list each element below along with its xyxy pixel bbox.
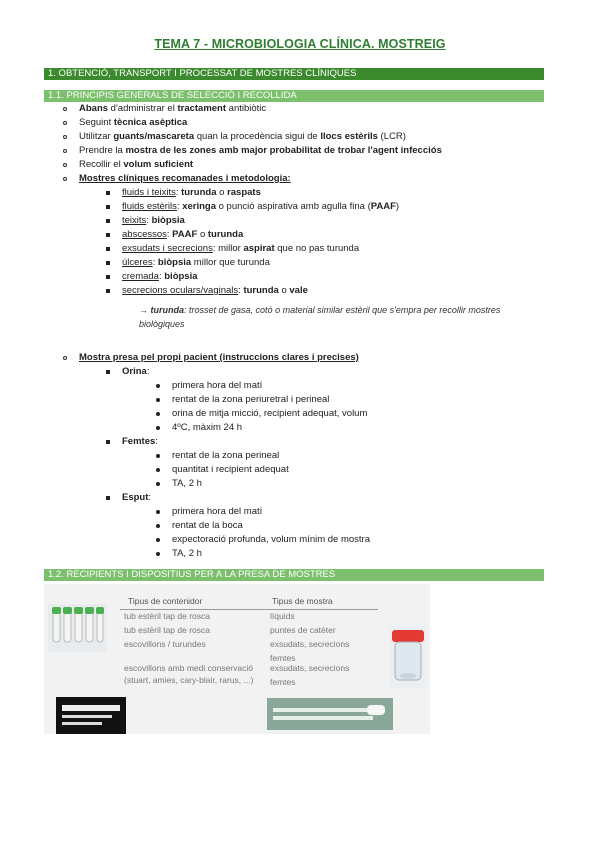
- table-cell: puntes de catèter: [270, 625, 336, 635]
- table-cell: escovillons / turundes: [124, 639, 206, 649]
- femtes-label: Femtes:: [122, 436, 158, 447]
- bullet-circle: [63, 163, 67, 167]
- bullet-circle: [63, 135, 67, 139]
- bullet-dot: [156, 398, 160, 402]
- bullet-square: [106, 370, 110, 374]
- bullet-dot: [156, 538, 160, 542]
- orina-instruction: rentat de la zona periuretral i perineal: [172, 394, 330, 405]
- bullet-square: [106, 289, 110, 293]
- principle-4: Prendre la mostra de les zones amb major probabilitat de trobar l'agent infecciós: [79, 145, 442, 156]
- bullet-circle: [63, 177, 67, 181]
- sample-method-item: fluids i teixits: turunda o raspats: [122, 187, 261, 198]
- table-header-container: Tipus de contenidor: [128, 596, 203, 606]
- bullet-dot: [156, 468, 160, 472]
- table-header-sample: Tipus de mostra: [272, 596, 333, 606]
- bullet-dot: [156, 384, 160, 388]
- bullet-circle: [63, 356, 67, 360]
- table-cell: femtes: [270, 677, 296, 687]
- table-cell: femtes: [270, 653, 296, 663]
- table-cell: exsudats, secrecions: [270, 639, 350, 649]
- bullet-dot: [156, 454, 160, 458]
- bullet-dot: [156, 412, 160, 416]
- bullet-circle: [63, 149, 67, 153]
- orina-instruction: orina de mitja micció, recipient adequat, volum: [172, 408, 368, 419]
- bullet-square: [106, 247, 110, 251]
- femtes-instruction: TA, 2 h: [172, 478, 202, 489]
- sample-method-item: abscessos: PAAF o turunda: [122, 229, 244, 240]
- swabs-image: [56, 697, 126, 734]
- orina-label: Orina:: [122, 366, 150, 377]
- principle-6: Mostres clíniques recomanades i metodologia:: [79, 173, 291, 184]
- principle-2: Seguint tècnica asèptica: [79, 117, 188, 128]
- bullet-square: [106, 496, 110, 500]
- bullet-dot: [156, 524, 160, 528]
- sample-cup-image: [389, 626, 427, 688]
- bullet-square: [106, 219, 110, 223]
- sample-method-item: teixits: biòpsia: [122, 215, 185, 226]
- esput-instruction: TA, 2 h: [172, 548, 202, 559]
- section-heading-1-1: 1.1. PRINCIPIS GENERALS DE SELECCIÓ I RECOLLIDA: [44, 90, 544, 102]
- bullet-square: [106, 261, 110, 265]
- bullet-dot: [156, 510, 160, 514]
- containers-figure: [44, 584, 430, 734]
- esput-instruction: expectoració profunda, volum mínim de mostra: [172, 534, 371, 545]
- table-cell: escovillons amb medi conservació: [124, 663, 253, 673]
- sample-method-item: cremada: biòpsia: [122, 271, 198, 282]
- orina-instruction: primera hora del matí: [172, 380, 263, 391]
- patient-sample-heading: Mostra presa pel propi pacient (instruccions clares i precises): [79, 352, 359, 363]
- bullet-circle: [63, 107, 67, 111]
- table-cell: tub estèril tap de rosca: [124, 611, 210, 621]
- principle-1: Abans d'administrar el tractament antibiòtic: [79, 103, 267, 114]
- orina-instruction: 4ºC, màxim 24 h: [172, 422, 242, 433]
- table-cell: líquids: [270, 611, 295, 621]
- section-heading-1: 1. OBTENCIÓ, TRANSPORT I PROCESSAT DE MOSTRES CLÍNIQUES: [44, 68, 544, 80]
- table-divider: [120, 609, 378, 610]
- bullet-square: [106, 191, 110, 195]
- turunda-note: → turunda: trosset de gasa, cotó o material similar estèril que s'empra per recollir mostres biològiques: [139, 305, 501, 329]
- femtes-instruction: rentat de la zona perineal: [172, 450, 280, 461]
- bullet-circle: [63, 121, 67, 125]
- table-cell: (stuart, amies, cary-blair, rarus, ...): [124, 675, 254, 685]
- sterile-tubes-image: [48, 604, 106, 652]
- page-title: TEMA 7 - MICROBIOLOGIA CLÍNICA. MOSTREIG: [154, 37, 446, 51]
- sample-method-item: úlceres: biòpsia millor que turunda: [122, 257, 270, 268]
- bullet-square: [106, 205, 110, 209]
- table-cell: exsudats, secrecions: [270, 663, 350, 673]
- transport-swab-image: [267, 698, 393, 730]
- esput-label: Esput:: [122, 492, 152, 503]
- femtes-instruction: quantitat i recipient adequat: [172, 464, 289, 475]
- table-cell: tub estèril tap de rosca: [124, 625, 210, 635]
- principle-3: Utilitzar guants/mascareta quan la procedència sigui de llocs estèrils (LCR): [79, 131, 406, 142]
- sample-method-item: fluids estèrils: xeringa o punció aspirativa amb agulla fina (PAAF): [122, 201, 400, 212]
- esput-instruction: rentat de la boca: [172, 520, 243, 531]
- principle-5: Recollir el volum suficient: [79, 159, 194, 170]
- esput-instruction: primera hora del matí: [172, 506, 263, 517]
- bullet-dot: [156, 426, 160, 430]
- bullet-square: [106, 440, 110, 444]
- bullet-square: [106, 275, 110, 279]
- section-heading-1-2: 1.2. RECIPIENTS I DISPOSITIUS PER A LA PRESA DE MOSTRES: [44, 569, 544, 581]
- bullet-square: [106, 233, 110, 237]
- bullet-dot: [156, 482, 160, 486]
- bullet-dot: [156, 552, 160, 556]
- sample-method-item: exsudats i secrecions: millor aspirat que no pas turunda: [122, 243, 360, 254]
- sample-method-item: secrecions oculars/vaginals: turunda o vale: [122, 285, 308, 296]
